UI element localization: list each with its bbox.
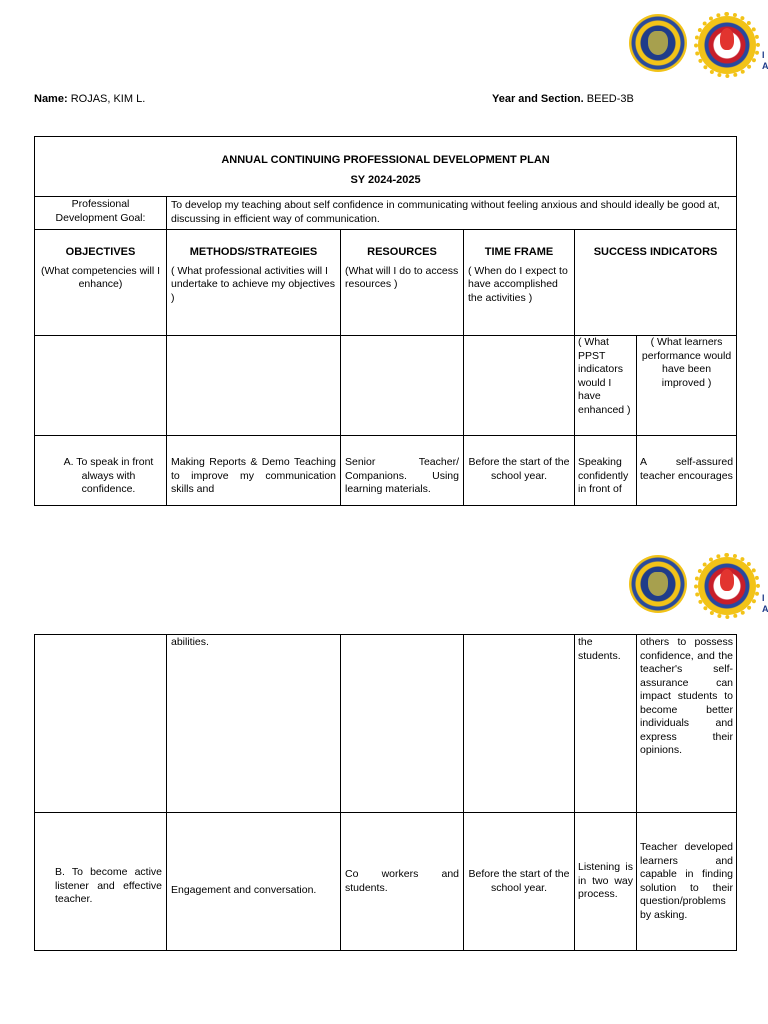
- header-methods: [167, 230, 341, 336]
- row-a-learner: A self-assured teacher encourages: [637, 436, 737, 506]
- goal-text: To develop my teaching about self confidence in communicating without feeling anxious and should ideally be good at, discussing in efficient way of communication.: [167, 197, 737, 230]
- empty-cell: [341, 336, 464, 436]
- row-b-learner: Teacher developed learners and capable in finding solution to their question/problems by asking.: [637, 813, 737, 951]
- header-objectives-title: OBJECTIVES: [65, 246, 136, 258]
- row-a-method-cont: abilities.: [167, 635, 341, 813]
- section-value: BEED-3B: [586, 93, 634, 105]
- header-methods-title: METHODS/STRATEGIES: [189, 246, 318, 258]
- row-b-time: Before the start of the school year.: [464, 813, 575, 951]
- row-a-learner-cont: others to possess confidence, and the teacher's self-assurance can impact students to become better individuals and express their opinions.: [637, 635, 737, 813]
- header-resources-title: RESOURCES: [367, 246, 437, 258]
- empty-cell: [167, 336, 341, 436]
- development-plan-table-page1: [34, 136, 737, 506]
- row-a-ppst: Speaking confidently in front of: [575, 436, 637, 506]
- header-success-indicators: [575, 230, 737, 336]
- ppst-subheader: ( What PPST indicators would I have enhanced ): [575, 336, 637, 436]
- name-label: Name:: [34, 93, 68, 105]
- goal-label: Professional Development Goal:: [35, 197, 167, 230]
- header-methods-sub: ( What professional activities will I undertake to achieve my objectives ): [171, 264, 336, 304]
- header-time-frame: [464, 230, 575, 336]
- header-time-sub: ( When do I expect to have accomplished the activities ): [468, 264, 568, 304]
- school-year: SY 2024-2025: [350, 174, 421, 186]
- header-objectives-sub: (What competencies will I enhance): [40, 264, 161, 290]
- row-a-method: Making Reports & Demo Teaching to improve my communication skills and: [167, 436, 341, 506]
- empty-cell: [341, 635, 464, 813]
- header-resources: [341, 230, 464, 336]
- section-label: Year and Section.: [492, 93, 584, 105]
- row-b-ppst: Listening is in two way process.: [575, 813, 637, 951]
- row-a-resource: Senior Teacher/ Companions. Using learning materials.: [341, 436, 464, 506]
- college-seal-icon: [698, 16, 756, 74]
- header-edge-text: I A: [762, 50, 768, 71]
- empty-cell: [464, 336, 575, 436]
- header-resources-sub: (What will I do to access resources ): [345, 264, 459, 290]
- plan-title: ANNUAL CONTINUING PROFESSIONAL DEVELOPMENT PLAN: [221, 153, 550, 166]
- row-a-ppst-cont: the students.: [575, 635, 637, 813]
- learners-subheader: ( What learners performance would have been improved ): [637, 336, 737, 436]
- row-b-method: Engagement and conversation.: [167, 813, 341, 951]
- header-time-title: TIME FRAME: [484, 246, 554, 258]
- student-name: [34, 93, 145, 107]
- empty-cell: [35, 336, 167, 436]
- header-success-title: SUCCESS INDICATORS: [593, 246, 718, 258]
- header-objectives: [35, 230, 167, 336]
- university-seal-icon: [629, 14, 687, 72]
- row-b-objective: B. To become active listener and effective teacher.: [35, 813, 167, 951]
- empty-cell: [464, 635, 575, 813]
- year-section: [492, 93, 634, 107]
- row-b-resource: Co workers and students.: [341, 813, 464, 951]
- college-seal-icon: [698, 557, 756, 615]
- development-plan-table-page2: [34, 634, 737, 951]
- name-value: ROJAS, KIM L.: [70, 93, 146, 105]
- row-a-objective: A. To speak in front always with confidence.: [35, 436, 167, 506]
- empty-cell: [35, 635, 167, 813]
- header-edge-text: I A: [762, 593, 768, 614]
- row-a-time: Before the start of the school year.: [464, 436, 575, 506]
- plan-title-cell: [35, 137, 737, 197]
- university-seal-icon: [629, 555, 687, 613]
